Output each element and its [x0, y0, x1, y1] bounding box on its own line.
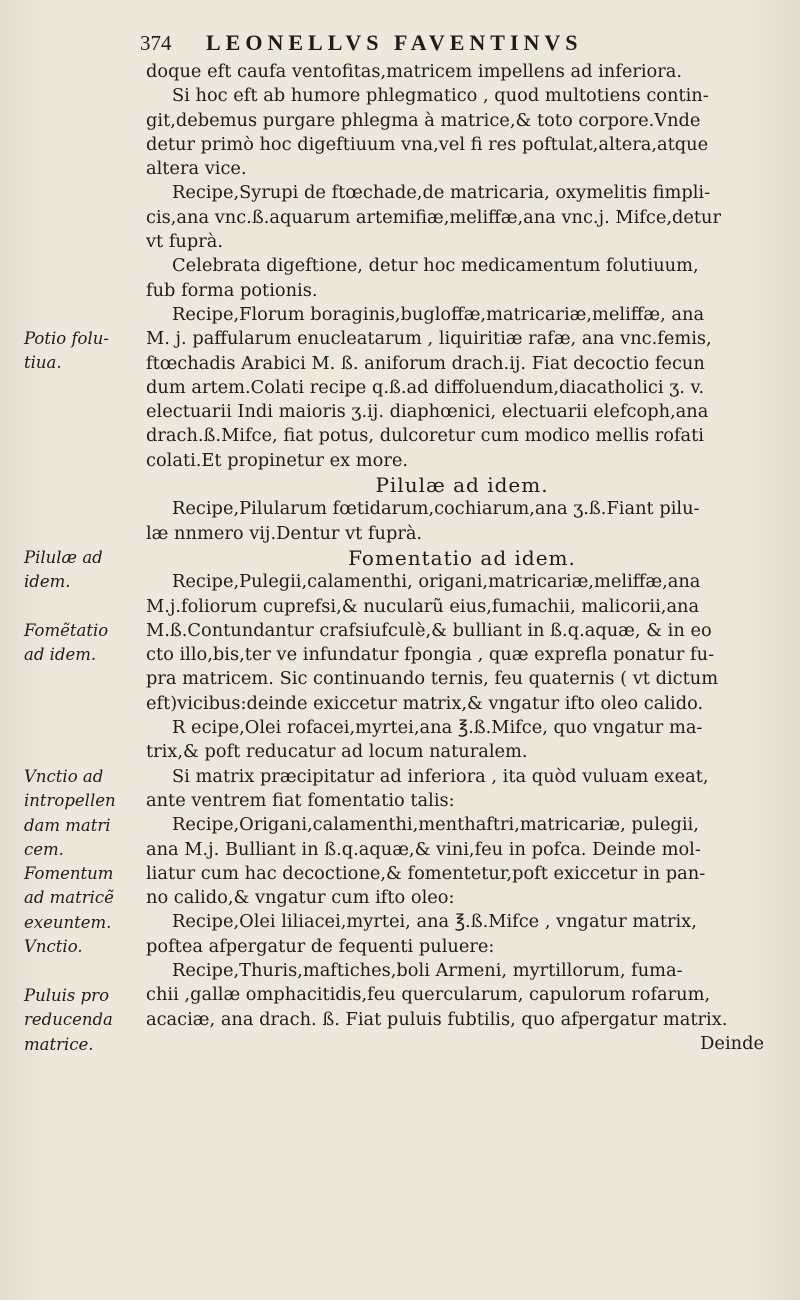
margin-note-line: exeuntem. — [24, 912, 112, 932]
margin-note-line: Puluis pro — [24, 986, 110, 1005]
text-line: dum artem.Colati recipe q.ß.ad diffoluendum,diacatholici ʒ. v. — [146, 376, 705, 398]
catchword: Deinde — [700, 1032, 764, 1054]
margin-note-line: intropellen — [24, 791, 116, 811]
section-heading: Pilulæ ad idem. — [375, 473, 549, 498]
text-line: pra matricem. Sic continuando ternis, feu quaternis ( vt dictum — [146, 668, 719, 690]
margin-note-line: dam matri — [24, 815, 111, 835]
running-head: LEONELLVS FAVENTINVS — [206, 30, 583, 55]
text-line: Recipe,Origani,calamenthi,menthaftri,matricariæ, pulegii, — [172, 814, 699, 836]
text-line: no calido,& vngatur cum ifto oleo: — [146, 887, 455, 909]
text-line: R ecipe,Olei rofacei,myrtei,ana ℥.ß.Mifce, quo vngatur ma- — [172, 717, 703, 739]
page-header — [140, 30, 740, 64]
margin-note-unctio-2 — [24, 935, 142, 959]
text-line: git,debemus purgare phlegma à matrice,& toto corpore.Vnde — [146, 109, 701, 131]
text-line: trix,& poft reducatur ad locum naturalem. — [146, 741, 528, 763]
margin-note-line: Potio folu- — [24, 329, 109, 348]
text-line: fub forma potionis. — [146, 279, 318, 301]
text-line: poftea afpergatur de fequenti puluere: — [146, 935, 495, 957]
margin-note-line: reducenda — [24, 1010, 113, 1030]
margin-note-pulvis — [24, 984, 142, 1057]
margin-note-line: Vnctio ad — [24, 767, 104, 786]
text-line: ftœchadis Arabici M. ß. aniforum drach.ij. Fiat decoctio fecun — [146, 352, 705, 374]
text-line: cto illo,bis,ter ve infundatur fpongia , quæ exprefla ponatur fu- — [146, 644, 715, 666]
main-text — [146, 60, 778, 1056]
text-line: Recipe,Florum boraginis,bugloffæ,matricariæ,meliffæ, ana — [172, 303, 705, 325]
margin-note-potio — [24, 327, 142, 376]
margin-note-line: idem. — [24, 572, 71, 592]
text-line: acaciæ, ana drach. ß. Fiat puluis fubtilis, quo afpergatur matrix. — [146, 1008, 728, 1030]
text-line: Recipe,Olei liliacei,myrtei, ana ℥.ß.Mifce , vngatur matrix, — [172, 911, 697, 933]
margin-note-line: ad idem. — [24, 645, 97, 665]
text-line: Recipe,Pulegii,calamenthi, origani,matricariæ,meliffæ,ana — [172, 571, 701, 593]
text-line: colati.Et propinetur ex more. — [146, 449, 409, 471]
text-line: electuarii Indi maioris ʒ.ij. diaphœnici, electuarii elefcoph,ana — [146, 401, 709, 423]
text-line: chii ,gallæ omphacitidis,feu quercularum, capulorum rofarum, — [146, 984, 711, 1006]
text-line: ana M.j. Bulliant in ß.q.aquæ,& vini,feu in pofca. Deinde mol- — [146, 838, 701, 860]
text-line: eft)vicibus:deinde exiccetur matrix,& vngatur ifto oleo calido. — [146, 692, 704, 714]
text-line: Si matrix præcipitatur ad inferiora , ita quòd vuluam exeat, — [172, 765, 709, 787]
text-line: læ nnmero vij.Dentur vt fuprà. — [146, 522, 423, 544]
text-line: doque eft caufa ventofitas,matricem impellens ad inferiora. — [146, 61, 682, 82]
text-line: altera vice. — [146, 158, 247, 180]
text-line: liatur cum hac decoctione,& fomentetur,poft exiccetur in pan- — [146, 862, 706, 884]
text-line: M.ß.Contundantur crafsiufculè,& bulliant in ß.q.aquæ, & in eo — [146, 619, 712, 641]
margin-note-pilulae — [24, 546, 142, 595]
text-line: ante ventrem fiat fomentatio talis: — [146, 789, 455, 811]
section-heading: Fomentatio ad idem. — [348, 545, 576, 570]
margin-note-unctio — [24, 765, 142, 862]
margin-note-line: Fomẽtatio — [24, 621, 109, 640]
margin-note-line: tiua. — [24, 353, 62, 373]
margin-note-line: cem. — [24, 839, 64, 859]
margin-note-line: matrice. — [24, 1034, 94, 1054]
margin-note-fomentum — [24, 862, 142, 935]
margin-note-line: Fomentum — [24, 864, 114, 883]
text-line: M.j.foliorum cuprefsi,& nucularũ eius,fumachii, malicorii,ana — [146, 595, 700, 617]
margin-note-fomentatio — [24, 619, 142, 668]
text-line: M. j. paffularum enucleatarum , liquiritiæ rafæ, ana vnc.femis, — [146, 328, 712, 350]
text-line: drach.ß.Mifce, fiat potus, dulcoretur cum modico mellis rofati — [146, 425, 704, 447]
text-line: vt fuprà. — [146, 231, 224, 253]
text-line: Si hoc eft ab humore phlegmatico , quod multotiens contin- — [172, 85, 709, 107]
margin-note-line: ad matricẽ — [24, 888, 114, 908]
text-line: cis,ana vnc.ß.aquarum artemifiæ,meliffæ,ana vnc.j. Mifce,detur — [146, 206, 722, 228]
text-line: detur primò hoc digeftiuum vna,vel fi res poftulat,altera,atque — [146, 133, 709, 155]
page-number: 374 — [140, 31, 172, 55]
text-line: Recipe,Pilularum fœtidarum,cochiarum,ana ʒ.ß.Fiant pilu- — [172, 498, 700, 520]
margin-note-line: Pilulæ ad — [24, 548, 103, 567]
margin-note-line: Vnctio. — [24, 937, 83, 956]
text-line: Recipe,Syrupi de ftœchade,de matricaria, oxymelitis fimpli- — [172, 182, 711, 204]
text-line: Celebrata digeftione, detur hoc medicamentum folutiuum, — [172, 255, 699, 277]
text-line: Recipe,Thuris,maftiches,boli Armeni, myrtillorum, fuma- — [172, 959, 683, 981]
